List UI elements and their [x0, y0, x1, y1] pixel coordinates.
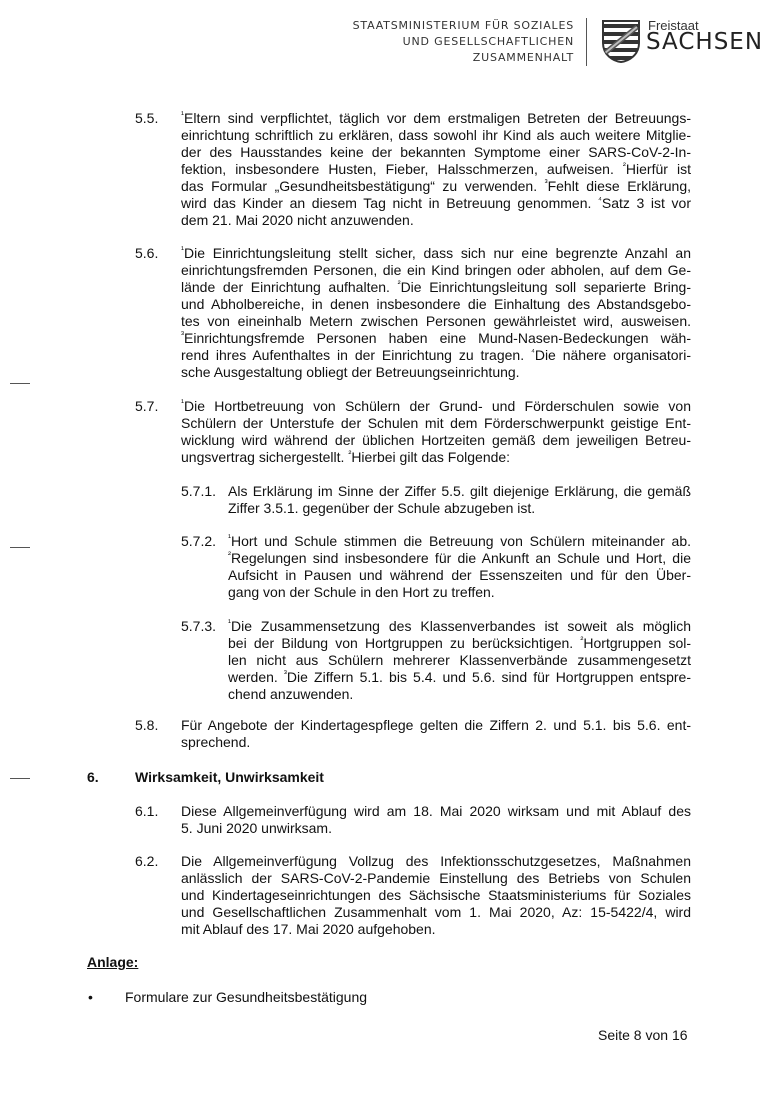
section-number: 5.5. — [135, 110, 159, 126]
section-text — [181, 717, 691, 751]
attachment-item: Formulare zur Gesundheitsbestätigung — [125, 989, 368, 1005]
section-text — [181, 398, 691, 466]
section-text — [228, 618, 691, 703]
section-number: 5.7.1. — [181, 483, 217, 499]
text-line: 5. Juni 2020 unwirksam. — [181, 820, 332, 836]
text-line: und Gesellschaftlichen Zusammenhalt vom 1. Mai 2020, Az: 15-5422/4, wird — [181, 904, 691, 920]
text-line: len nicht aus Schülern mehrerer Klassenverbände zusammengesetzt — [228, 652, 691, 668]
text-line: wicklung wird während der üblichen Hortzeiten gemäß dem jeweiligen Betreu- — [181, 432, 691, 448]
ministry-line-2: UND GESELLSCHAFTLICHEN — [402, 35, 574, 48]
text-line: anlässlich der SARS-CoV-2-Pandemie Einstellung des Betriebs von Schulen — [181, 870, 691, 886]
text-line: $^{^1}$Eltern sind verpflichtet, täglich vor dem erstmaligen Betreten der Betreuungs- — [181, 109, 691, 126]
text-line: $^{^1}$Die Hortbetreuung von Schülern der Grund- und Förderschulen sowie von — [181, 397, 691, 414]
text-line: Die Allgemeinverfügung Vollzug des Infektionsschutzgesetzes, Maßnahmen — [181, 853, 691, 869]
page-number: Seite 8 von 16 — [598, 1027, 688, 1043]
text-line: $^{^1}$Hort und Schule stimmen die Betreuung von Schülern miteinander ab. — [228, 532, 691, 549]
text-line: Ziffer 3.5.1. gegenüber der Schule abzugeben ist. — [228, 500, 536, 516]
text-line: ungsvertrag sichergestellt. $^{^2}$Hierbei gilt das Folgende: — [181, 448, 511, 465]
margin-mark — [10, 778, 30, 779]
section-number: 5.8. — [135, 717, 159, 733]
text-line: gang von der Schule in den Hort zu treffen. — [228, 584, 495, 600]
text-line: sche Ausgestaltung obliegt der Betreuungseinrichtung. — [181, 364, 520, 380]
section-text — [228, 483, 691, 517]
section-number: 5.7. — [135, 398, 159, 414]
text-line: fektion, insbesondere Husten, Fieber, Halsschmerzen, aufweisen. $^{^2}$Hierfür ist — [181, 160, 691, 177]
freistaat-label: Freistaat — [648, 18, 699, 33]
ministry-name — [344, 18, 574, 66]
section-text — [181, 803, 691, 837]
saxony-coat-of-arms-icon — [601, 19, 641, 63]
text-line: $^{^3}$Einrichtungsfremde Personen haben eine Mund-Nasen-Bedeckungen wäh- — [181, 329, 691, 346]
text-line: einrichtungsfremden Personen, die ein Kind bringen oder abholen, auf dem Ge- — [181, 262, 691, 278]
section-6-number: 6. — [87, 769, 99, 785]
text-line: sprechend. — [181, 734, 251, 750]
section-text — [181, 245, 691, 381]
section-text — [181, 853, 691, 938]
section-number: 5.7.3. — [181, 618, 217, 634]
text-line: wird das Kinder an diesem Tag nicht in Betreuung genommen. $^{^4}$Satz 3 ist vor — [181, 194, 691, 211]
text-line: chend anzuwenden. — [228, 686, 354, 702]
ministry-line-1: STAATSMINISTERIUM FÜR SOZIALES — [352, 19, 574, 32]
text-line: Schülern der Unterstufe der Schulen mit dem Förderschwerpunkt geistige Ent- — [181, 415, 691, 431]
text-line: und Abholbereiche, in denen insbesondere die Einhaltung des Abstandsgebo- — [181, 296, 691, 312]
text-line: Aufsicht in Pausen und während der Essenszeiten und für den Über- — [228, 567, 691, 583]
ministry-line-3: ZUSAMMENHALT — [472, 51, 574, 64]
anlage-heading: Anlage: — [87, 954, 139, 970]
text-line: und Kindertageseinrichtungen des Sächsische Staatsministeriums für Soziales — [181, 887, 691, 903]
text-line: Diese Allgemeinverfügung wird am 18. Mai 2020 wirksam und mit Ablauf des — [181, 803, 691, 819]
margin-mark — [10, 547, 30, 548]
text-line: bei der Bildung von Hortgruppen zu berücksichtigen. $^{^2}$Hortgruppen sol- — [228, 634, 691, 651]
text-line: das Formular „Gesundheitsbestätigung“ zu verwenden. $^{^3}$Fehlt diese Erklärung, — [181, 177, 692, 194]
margin-mark — [10, 383, 30, 384]
section-number: 6.2. — [135, 853, 159, 869]
text-line: $^{^2}$Regelungen sind insbesondere für die Ankunft an Schule und Hort, die — [228, 549, 691, 566]
section-6-title: Wirksamkeit, Unwirksamkeit — [135, 769, 324, 785]
text-line: dem 21. Mai 2020 nicht anzuwenden. — [181, 212, 414, 228]
text-line: $^{^1}$Die Zusammensetzung des Klassenverbandes ist soweit als möglich — [228, 617, 691, 634]
text-line: werden. $^{^3}$Die Ziffern 5.1. bis 5.4. und 5.6. sind für Hortgruppen entspre- — [228, 668, 691, 685]
section-text — [181, 110, 691, 229]
text-line: $^{^1}$Die Einrichtungsleitung stellt sicher, dass sich nur eine begrenzte Anzahl an — [181, 244, 691, 261]
text-line: rend ihres Aufenthaltes in der Einrichtung zu tragen. $^{^4}$Die nähere organisatori- — [181, 346, 691, 363]
section-number: 5.7.2. — [181, 533, 217, 549]
sachsen-label: SACHSEN — [646, 29, 764, 55]
section-number: 5.6. — [135, 245, 159, 261]
text-line: Als Erklärung im Sinne der Ziffer 5.5. gilt diejenige Erklärung, die gemäß — [228, 483, 691, 499]
section-number: 6.1. — [135, 803, 159, 819]
text-line: tes von eineinhalb Metern zwischen Personen gewährleistet wird, ausweisen. — [181, 313, 691, 329]
text-line: der des Hausstandes keine der bekannten Symptome einer SARS-CoV-2-In- — [181, 144, 691, 160]
text-line: einrichtung schriftlich zu erklären, dass sowohl ihr Kind als auch weitere Mitglie- — [181, 127, 691, 143]
text-line: Für Angebote der Kindertagespflege gelten die Ziffern 2. und 5.1. bis 5.6. ent- — [181, 717, 691, 733]
text-line: lände der Einrichtung aufhalten. $^{^2}$Die Einrichtungsleitung soll separierte Bring- — [181, 278, 691, 295]
bullet-icon: • — [88, 989, 93, 1005]
text-line: mit Ablauf des 17. Mai 2020 aufgehoben. — [181, 921, 436, 937]
section-text — [228, 533, 691, 601]
header-divider — [586, 18, 587, 66]
